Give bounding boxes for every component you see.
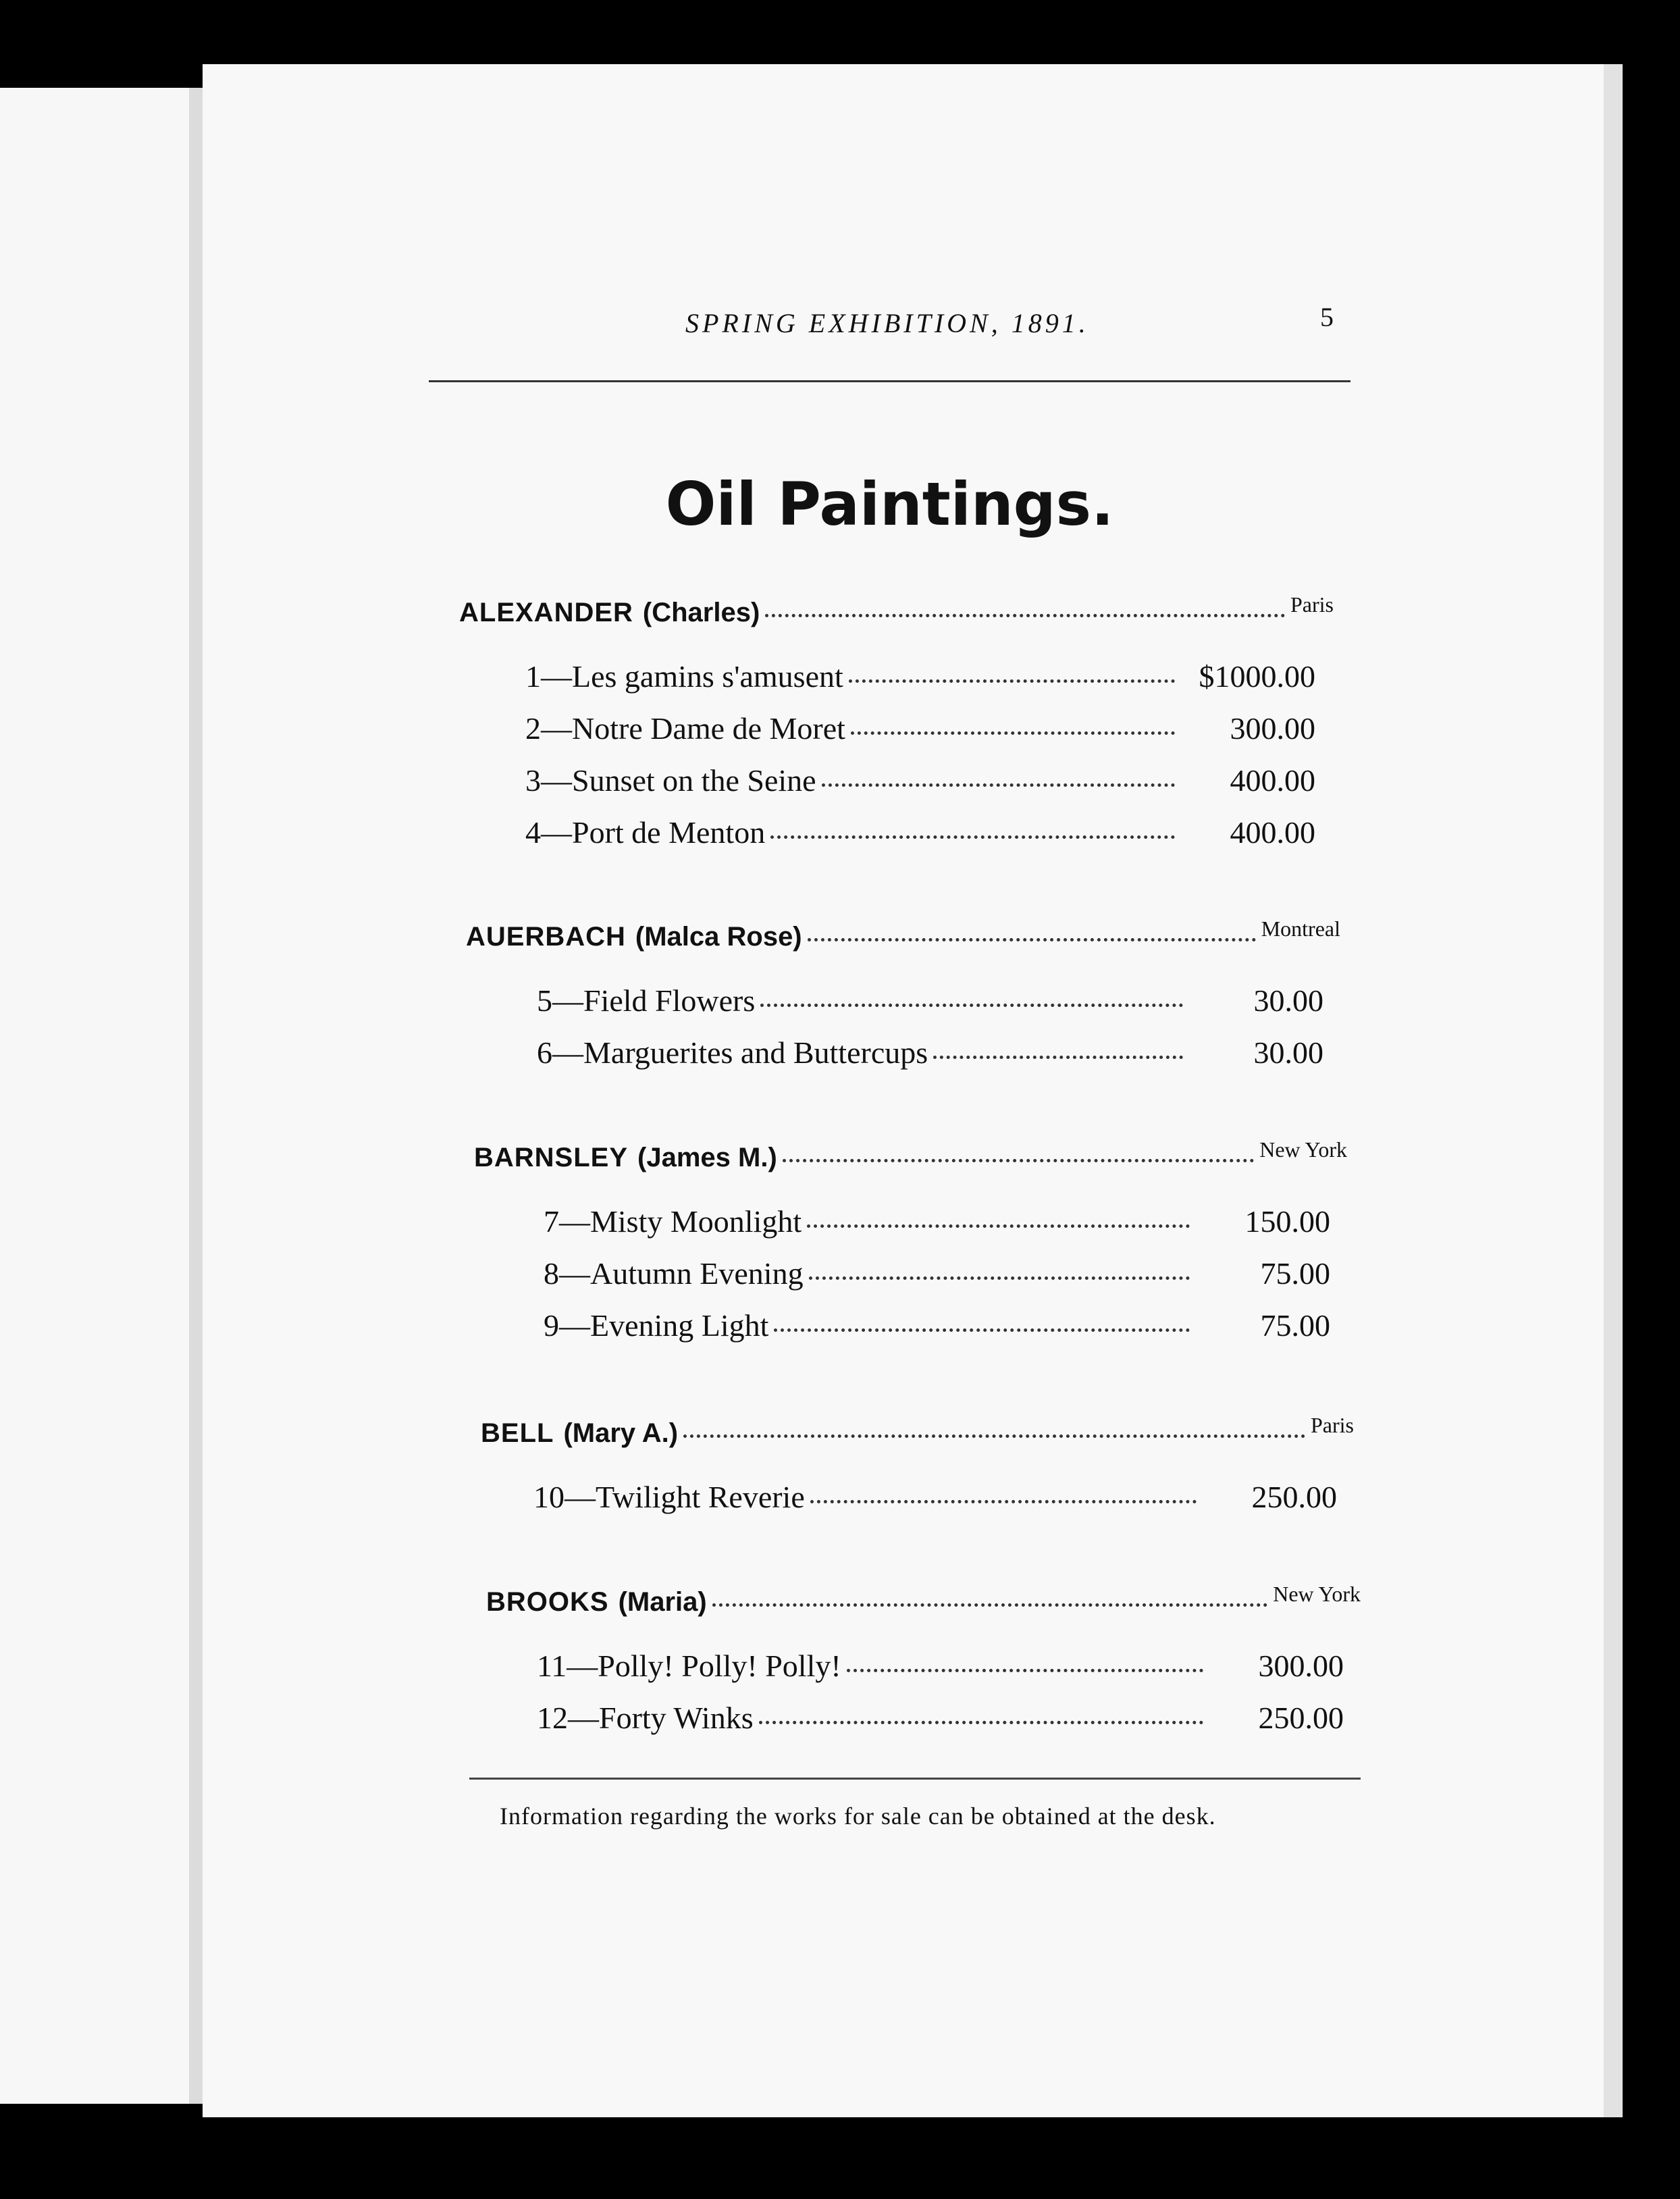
- work-price: 75.00: [1260, 1308, 1330, 1343]
- work-entry: [537, 1035, 1323, 1070]
- work-price: 300.00: [1258, 1649, 1344, 1683]
- artist-surname: AUERBACH: [466, 922, 626, 952]
- work-entry: [544, 1204, 1330, 1239]
- work-price: 300.00: [1230, 711, 1315, 746]
- artist-heading-auerbach: [466, 916, 1340, 952]
- artist-city: New York: [1259, 1137, 1347, 1162]
- artist-given-name: (Charles): [642, 598, 760, 627]
- artist-city: Paris: [1311, 1413, 1354, 1437]
- work-entry: [525, 710, 1315, 746]
- work-title: 8—Autumn Evening: [544, 1256, 804, 1291]
- dot-leader: [810, 1500, 1197, 1503]
- work-entry: [533, 1479, 1337, 1515]
- dot-leader: [765, 614, 1285, 617]
- dot-leader: [783, 1159, 1254, 1162]
- artist-city: Paris: [1290, 592, 1334, 617]
- work-title: 6—Marguerites and Buttercups: [537, 1035, 928, 1070]
- artist-given-name: (James M.): [637, 1143, 777, 1172]
- artist-city: New York: [1273, 1582, 1361, 1606]
- dot-leader: [933, 1056, 1183, 1059]
- dot-leader: [760, 1004, 1183, 1007]
- artist-given-name: (Malca Rose): [635, 922, 802, 952]
- work-title: 1—Les gamins s'amusent: [525, 659, 843, 694]
- work-title: 11—Polly! Polly! Polly!: [537, 1649, 841, 1683]
- work-entry: [525, 762, 1315, 798]
- dot-leader: [847, 1669, 1203, 1672]
- artist-heading-barnsley: [474, 1137, 1347, 1173]
- artist-surname: BELL: [481, 1418, 554, 1448]
- artist-surname: BARNSLEY: [474, 1143, 629, 1172]
- work-entry: [544, 1308, 1330, 1343]
- work-price: 250.00: [1251, 1480, 1337, 1514]
- left-page: [0, 88, 196, 2104]
- dot-leader: [809, 1276, 1190, 1280]
- artist-heading-alexander: [459, 592, 1334, 628]
- section-title: Oil Paintings.: [665, 469, 1114, 539]
- dot-leader: [770, 835, 1175, 839]
- header-rule: [429, 380, 1350, 382]
- footnote: Information regarding the works for sale can be obtained at the desk.: [500, 1803, 1216, 1830]
- work-price: 400.00: [1230, 815, 1315, 850]
- work-price: 400.00: [1230, 763, 1315, 798]
- artist-surname: ALEXANDER: [459, 598, 633, 627]
- work-title: 12—Forty Winks: [537, 1701, 754, 1735]
- work-title: 10—Twilight Reverie: [533, 1480, 805, 1514]
- work-title: 3—Sunset on the Seine: [525, 763, 816, 798]
- footer-rule: [469, 1778, 1361, 1780]
- dot-leader: [807, 1224, 1190, 1228]
- running-head: SPRING EXHIBITION, 1891.: [685, 308, 1089, 338]
- artist-given-name: (Mary A.): [563, 1418, 679, 1448]
- dot-leader: [774, 1328, 1190, 1332]
- page-edge: [1604, 64, 1623, 2117]
- work-title: 5—Field Flowers: [537, 983, 756, 1018]
- work-entry: [525, 658, 1315, 694]
- work-price: 30.00: [1253, 1035, 1323, 1070]
- work-entry: [525, 814, 1315, 850]
- work-price: 75.00: [1260, 1256, 1330, 1291]
- work-price: $1000.00: [1199, 659, 1315, 694]
- work-price: 250.00: [1258, 1701, 1344, 1735]
- work-entry: [537, 1700, 1344, 1736]
- work-entry: [537, 983, 1323, 1018]
- artist-surname: BROOKS: [486, 1587, 609, 1617]
- work-price: 150.00: [1244, 1204, 1330, 1239]
- left-page-edge: [189, 88, 203, 2104]
- dot-leader: [683, 1434, 1305, 1438]
- page-number: 5: [1320, 302, 1334, 332]
- dot-leader: [822, 783, 1175, 787]
- artist-heading-brooks: [486, 1582, 1361, 1618]
- work-title: 4—Port de Menton: [525, 815, 766, 850]
- artist-heading-bell: [481, 1413, 1354, 1449]
- dot-leader: [759, 1721, 1203, 1724]
- work-title: 9—Evening Light: [544, 1308, 769, 1343]
- dot-leader: [712, 1603, 1267, 1607]
- work-price: 30.00: [1253, 983, 1323, 1018]
- dot-leader: [808, 938, 1256, 941]
- work-title: 7—Misty Moonlight: [544, 1204, 802, 1239]
- work-entry: [537, 1648, 1344, 1684]
- dot-leader: [849, 679, 1175, 683]
- dot-leader: [851, 731, 1175, 735]
- work-entry: [544, 1256, 1330, 1291]
- artist-given-name: (Maria): [618, 1587, 707, 1617]
- work-title: 2—Notre Dame de Moret: [525, 711, 845, 746]
- artist-city: Montreal: [1261, 916, 1340, 941]
